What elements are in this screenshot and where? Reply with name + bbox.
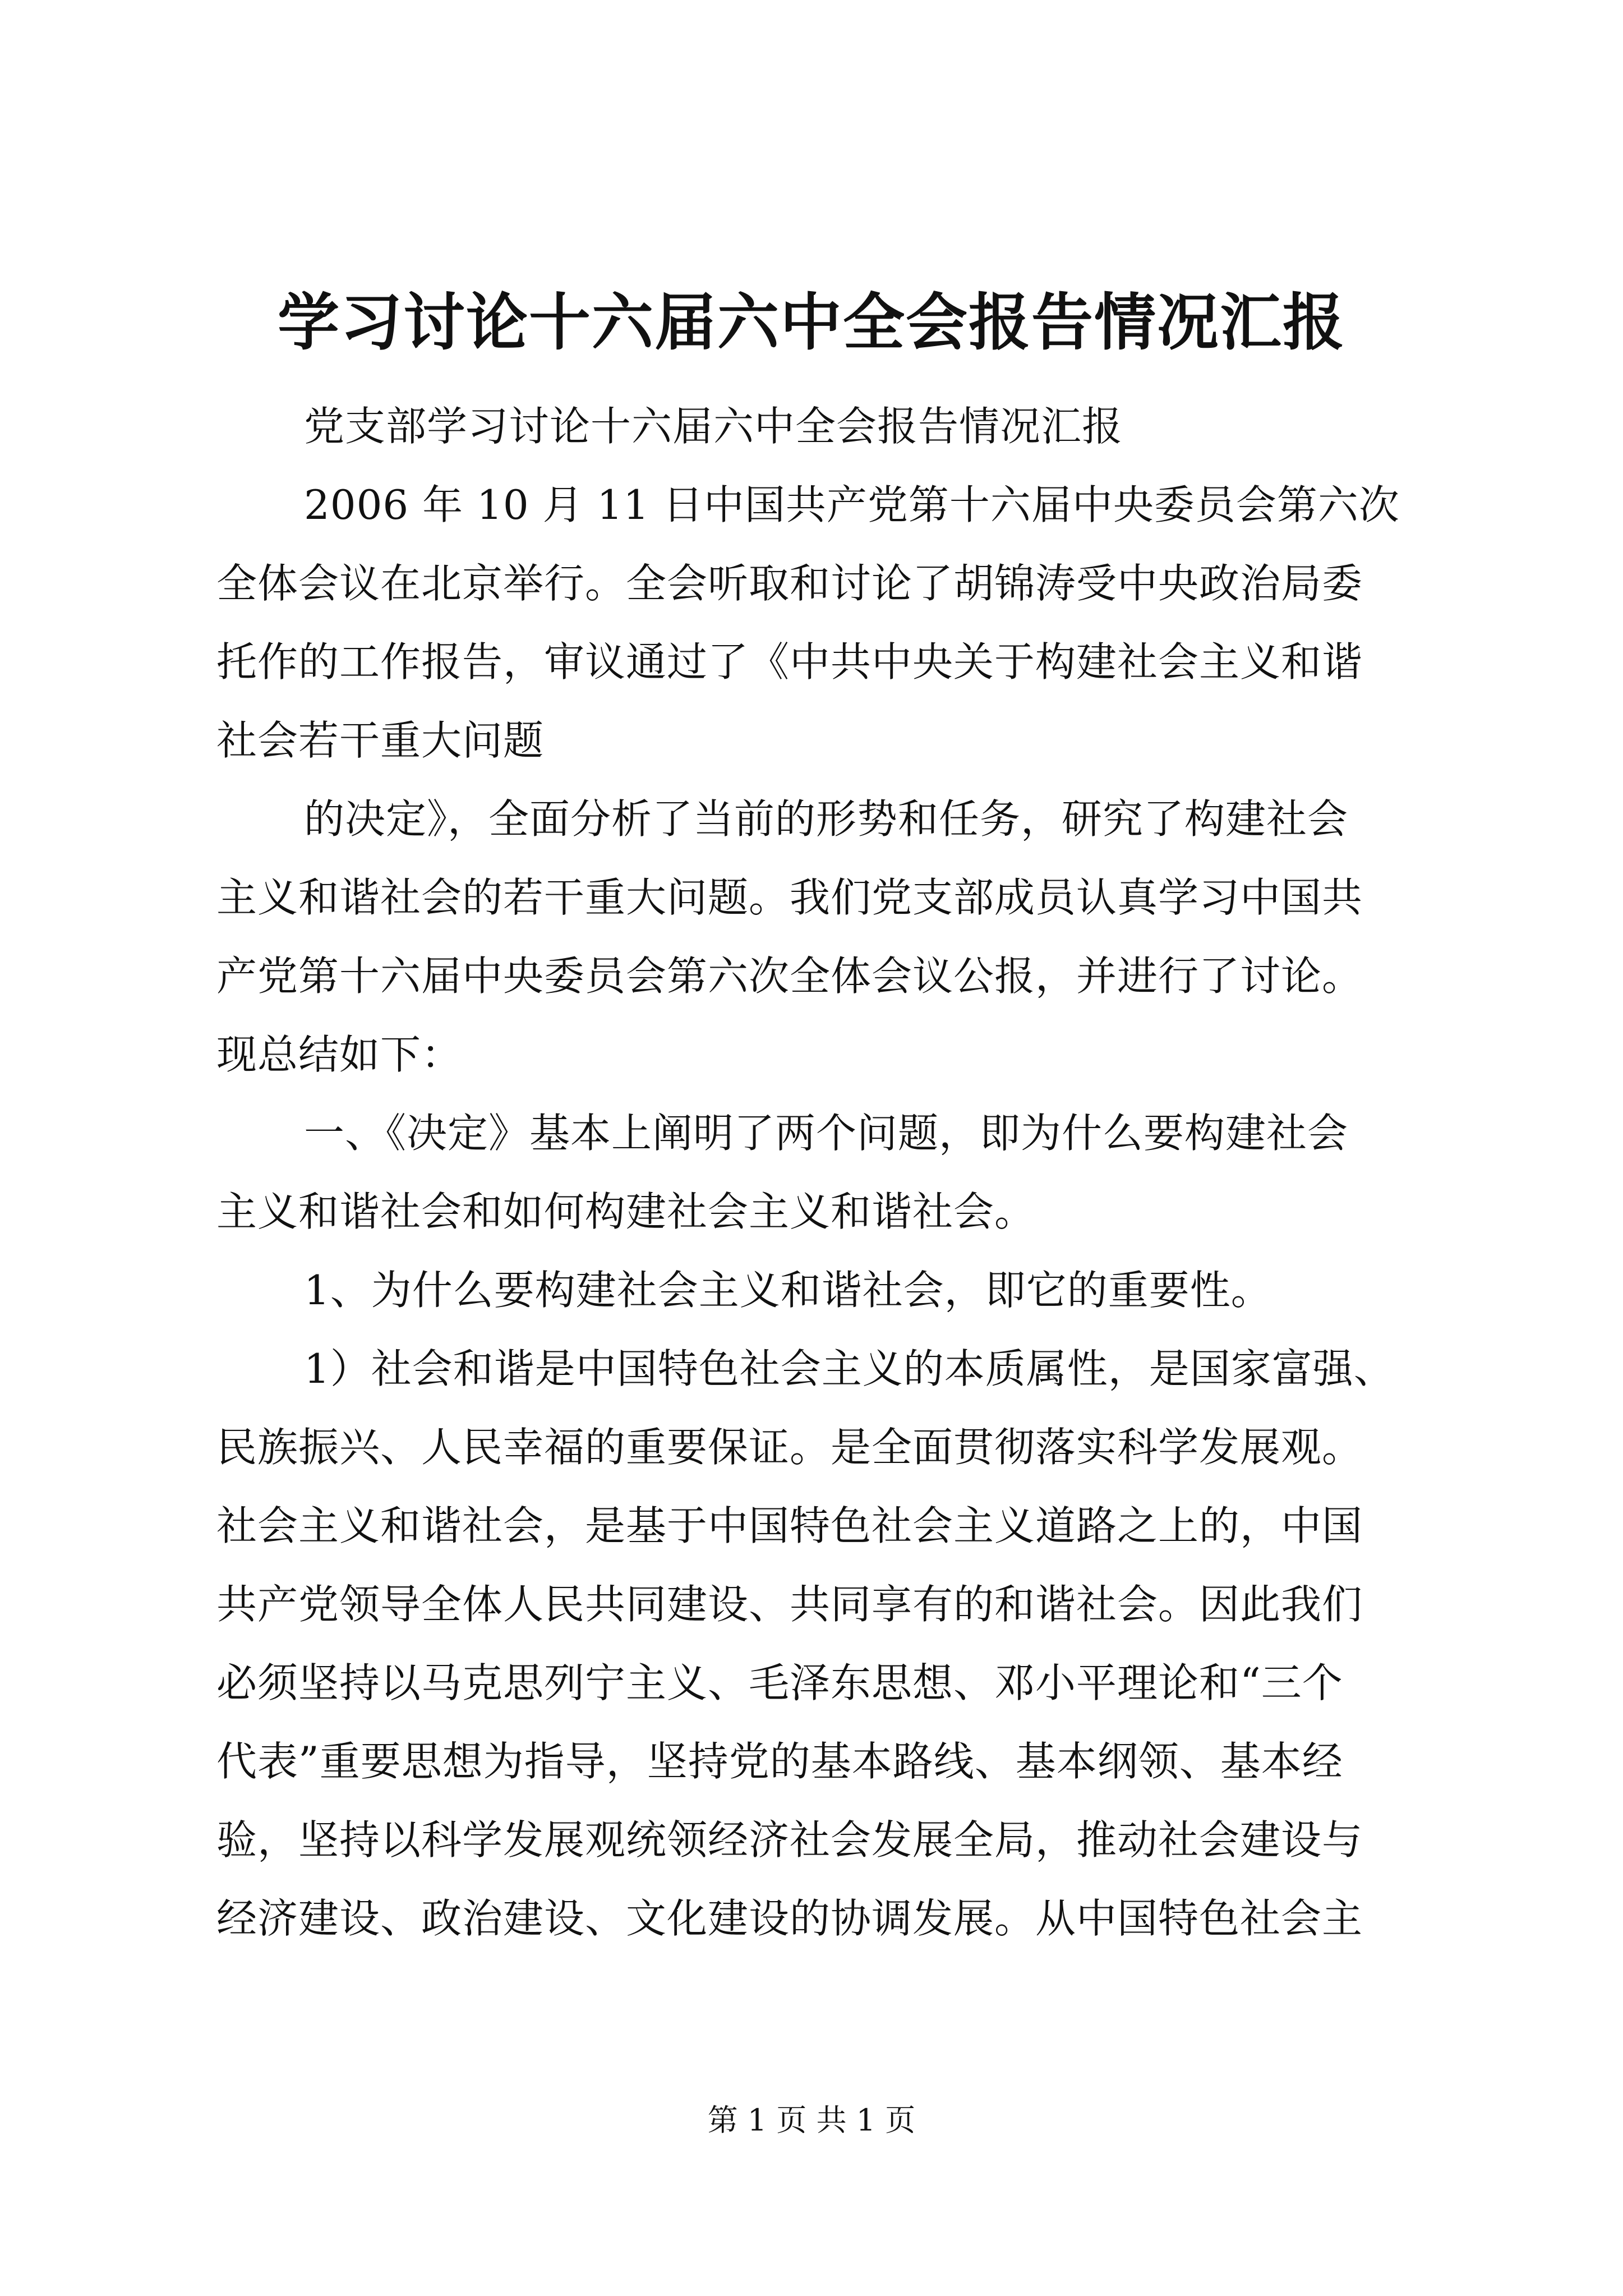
subtitle-line: 党支部学习讨论十六届六中全会报告情况汇报 [304, 403, 1123, 450]
paragraph-line: 社会若干重大问题 [216, 717, 545, 764]
paragraph-line: 全体会议在北京举行。全会听取和讨论了胡锦涛受中央政治局委 [216, 560, 1363, 607]
paragraph-line: 经济建设、政治建设、文化建设的协调发展。从中国特色社会主 [216, 1895, 1363, 1942]
paragraph-line: 产党第十六届中央委员会第六次全体会议公报，并进行了讨论。 [216, 953, 1363, 1000]
paragraph-line: 主义和谐社会的若干重大问题。我们党支部成员认真学习中国共 [216, 874, 1363, 921]
paragraph-line: 共产党领导全体人民共同建设、共同享有的和谐社会。因此我们 [216, 1581, 1363, 1628]
paragraph-line: 托作的工作报告，审议通过了《中共中央关于构建社会主义和谐 [216, 638, 1363, 685]
paragraph-line: 现总结如下： [216, 1031, 463, 1078]
paragraph-line: 代表”重要思想为指导，坚持党的基本路线、基本纲领、基本经 [216, 1738, 1343, 1785]
paragraph-line: 1）社会和谐是中国特色社会主义的本质属性，是国家富强、 [304, 1345, 1395, 1392]
paragraph-line: 民族振兴、人民幸福的重要保证。是全面贯彻落实科学发展观。 [216, 1424, 1363, 1471]
paragraph-line: 一、《决定》基本上阐明了两个问题，即为什么要构建社会 [304, 1110, 1349, 1157]
document-title: 学习讨论十六届六中全会报告情况汇报 [278, 286, 1345, 358]
paragraph-line: 1、为什么要构建社会主义和谐社会，即它的重要性。 [304, 1267, 1272, 1314]
page-footer: 第 1 页 共 1 页 [707, 2102, 916, 2138]
paragraph-line: 必须坚持以马克思列宁主义、毛泽东思想、邓小平理论和“三个 [216, 1659, 1343, 1706]
paragraph-line: 2006 年 10 月 11 日中国共产党第十六届中央委员会第六次 [304, 481, 1400, 528]
paragraph-line: 社会主义和谐社会，是基于中国特色社会主义道路之上的，中国 [216, 1502, 1363, 1549]
paragraph-line: 验，坚持以科学发展观统领经济社会发展全局，推动社会建设与 [216, 1816, 1363, 1864]
paragraph-line: 的决定》，全面分析了当前的形势和任务，研究了构建社会 [304, 795, 1349, 843]
document-body [216, 387, 1417, 1958]
paragraph-line: 主义和谐社会和如何构建社会主义和谐社会。 [216, 1188, 1036, 1235]
